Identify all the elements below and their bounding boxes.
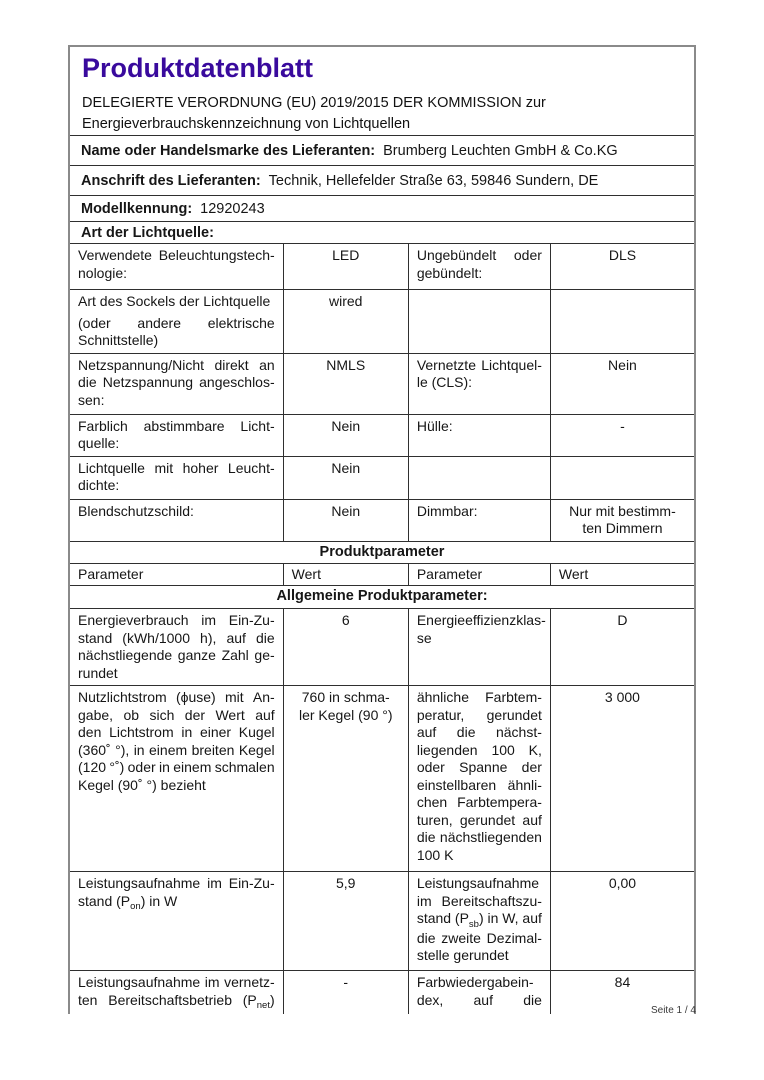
cell-paragraph xyxy=(559,503,686,538)
subscript: net xyxy=(256,1000,270,1011)
text-line: Energieeffizienzklas- xyxy=(416,612,546,628)
product-datasheet xyxy=(68,45,696,1014)
cell-paragraph xyxy=(559,875,686,893)
cell-paragraph xyxy=(78,247,275,282)
text-line: Verwendete Beleuchtungstech- xyxy=(78,247,275,263)
table-cell xyxy=(408,415,550,456)
text-line: im Bereitschaftszu- xyxy=(416,892,542,909)
text-line: rundet xyxy=(78,664,118,681)
subscript: sb xyxy=(468,918,479,930)
table-row xyxy=(70,871,694,970)
section-header-row: Allgemeine Produktparameter: xyxy=(70,585,694,608)
table-row xyxy=(70,456,694,499)
table-cell xyxy=(283,872,408,970)
text-line: gabe, ob sich der Wert auf xyxy=(78,706,275,723)
cell-paragraph xyxy=(417,875,542,965)
table-cell xyxy=(408,609,550,685)
text-line: dex, auf die xyxy=(416,991,542,1008)
column-header-row xyxy=(70,563,694,586)
text-line: einstellbaren ähnli- xyxy=(416,776,542,793)
cell-paragraph xyxy=(559,689,686,707)
cell-paragraph xyxy=(417,357,542,392)
model-id-value: 12920243 xyxy=(200,200,265,217)
text-line: Leistungsaufnahme xyxy=(416,875,540,891)
text-line: nächstliegende ganze Zahl ge- xyxy=(78,647,275,663)
text-line: 760 in schma- xyxy=(301,689,390,705)
table-cell xyxy=(283,686,408,871)
cell-paragraph xyxy=(559,357,686,375)
table-cell xyxy=(70,290,283,353)
text-line: wired xyxy=(329,293,363,309)
text-line: stelle gerundet xyxy=(416,947,509,963)
column-header-cell: Parameter xyxy=(408,564,550,586)
cell-paragraph xyxy=(292,875,400,893)
text-line: Energieverbrauch im Ein-Zu- xyxy=(78,612,275,628)
text-line: Nein xyxy=(331,502,361,519)
model-id-row xyxy=(70,195,694,221)
text-line: ten Dimmern xyxy=(582,520,663,536)
text-line: DLS xyxy=(608,247,637,263)
text-line: - xyxy=(620,417,625,434)
text-line: Vernetzte Lichtquel- xyxy=(416,356,542,373)
table-cell xyxy=(70,609,283,685)
supplier-name-row xyxy=(70,135,694,165)
text-line: Hülle: xyxy=(416,417,453,434)
model-id-label: Modellkennung: xyxy=(81,200,193,217)
cell-paragraph xyxy=(78,612,275,682)
column-header-cell: Wert xyxy=(283,564,408,586)
text-line: Blendschutzschild: xyxy=(78,502,194,519)
cell-paragraph xyxy=(292,293,400,311)
text-line: chen Farbtempera- xyxy=(416,794,542,810)
column-header-cell: Parameter xyxy=(78,565,144,582)
text-line: nologie: xyxy=(78,264,128,281)
cell-paragraph xyxy=(559,418,686,436)
text-line: 6 xyxy=(341,612,350,628)
table-cell xyxy=(283,290,408,353)
table-cell xyxy=(283,457,408,499)
cell-paragraph xyxy=(78,315,275,350)
table-row xyxy=(70,414,694,456)
section-header-row: Produktparameter xyxy=(70,541,694,563)
text-line: ler Kegel (90 °) xyxy=(298,706,393,723)
cell-paragraph xyxy=(417,503,542,521)
text-line: peratur, gerundet xyxy=(416,706,542,723)
text-line: Schnittstelle) xyxy=(78,332,159,348)
text-line: stand (kWh/1000 h), auf die xyxy=(78,629,275,646)
cell-paragraph xyxy=(78,293,275,311)
text-line: (360˚ °), in einem breiten Kegel xyxy=(78,741,275,758)
text-line: die nächstliegenden xyxy=(416,829,542,845)
table-row xyxy=(70,353,694,414)
cell-paragraph xyxy=(292,418,400,436)
table-cell xyxy=(283,354,408,414)
table-cell xyxy=(70,872,283,970)
text-line: gebündelt: xyxy=(416,264,483,281)
cell-paragraph xyxy=(416,612,546,647)
cell-paragraph xyxy=(417,689,542,864)
table-cell xyxy=(408,500,550,541)
table-cell xyxy=(408,457,550,499)
text-line: oder Spanne der xyxy=(416,759,542,775)
table-cell xyxy=(408,244,550,289)
table-cell xyxy=(550,500,694,541)
text-line: Nein xyxy=(331,417,361,434)
text-line: 0,00 xyxy=(608,875,637,891)
text-line: 84 xyxy=(614,974,631,990)
text-line: sen: xyxy=(78,391,105,408)
table-cell xyxy=(408,872,550,970)
text-line: Farbwiedergabein- xyxy=(416,974,534,990)
text-line: LED xyxy=(332,247,360,263)
text-line: Netzspannung/Nicht direkt an xyxy=(78,356,275,373)
supplier-name-label: Name oder Handelsmarke des Lieferanten: xyxy=(81,142,376,159)
table-cell xyxy=(408,686,550,871)
text-line: 100 K xyxy=(416,846,454,863)
table-cell xyxy=(283,415,408,456)
text-line: le (CLS): xyxy=(416,374,473,390)
regulation-subtitle-line1: DELEGIERTE VERORDNUNG (EU) 2019/2015 DER KOMMISSION zur xyxy=(82,95,546,111)
page-title: Produktdatenblatt xyxy=(82,53,314,83)
table-cell xyxy=(70,457,283,499)
text-line: quelle: xyxy=(78,435,120,451)
regulation-subtitle xyxy=(82,93,682,134)
table-cell xyxy=(70,415,283,456)
supplier-address-label: Anschrift des Lieferanten: xyxy=(81,172,261,189)
table-cell xyxy=(70,500,283,541)
table-cell xyxy=(408,290,550,353)
table-cell xyxy=(550,457,694,499)
cell-paragraph xyxy=(559,612,686,630)
text-line: (oder andere elektrische xyxy=(78,314,275,331)
page-number: Seite 1 / 4 xyxy=(650,1005,696,1016)
text-line: den Lichtstrom in einer Kugel xyxy=(78,724,275,740)
text-line: Nur mit bestimm- xyxy=(569,502,676,519)
text-line: stand $(P_{sb})$ in W, auf xyxy=(416,910,542,930)
text-line: 5,9 xyxy=(336,875,356,891)
cell-paragraph xyxy=(78,689,275,794)
cell-paragraph xyxy=(292,974,400,992)
table-cell xyxy=(70,244,283,289)
text-line: Art des Sockels der Lichtquelle xyxy=(78,293,271,309)
cell-paragraph xyxy=(292,612,400,630)
text-line: die zweite Dezimal- xyxy=(416,929,542,946)
light-source-type-row xyxy=(70,221,694,243)
text-line: (120 °˚) oder in einem schmalen xyxy=(78,759,275,775)
text-line: Kegel (90˚ °) bezieht xyxy=(78,776,206,793)
table-row xyxy=(70,608,694,685)
cell-paragraph xyxy=(78,875,275,912)
text-line: ähnliche Farbtem- xyxy=(416,689,542,705)
table-row xyxy=(70,499,694,541)
supplier-address-row xyxy=(70,165,694,195)
text-line: - xyxy=(343,974,349,990)
text-line: Dimmbar: xyxy=(416,502,478,519)
table-row xyxy=(70,685,694,871)
table-cell xyxy=(283,500,408,541)
text-line: se xyxy=(416,629,432,646)
supplier-name-value: Brumberg Leuchten GmbH & Co.KG xyxy=(383,142,618,159)
cell-paragraph xyxy=(78,503,275,521)
cell-paragraph xyxy=(417,418,542,436)
cell-paragraph xyxy=(292,247,400,265)
cell-paragraph xyxy=(292,503,400,521)
text-line: turen, gerundet auf xyxy=(416,811,542,828)
cell-paragraph xyxy=(559,247,686,265)
parameter-table xyxy=(70,243,694,1014)
text-line: NMLS xyxy=(326,356,366,373)
light-source-type-label: Art der Lichtquelle: xyxy=(81,224,214,241)
cell-paragraph xyxy=(78,460,275,495)
text-line: Lichtquelle mit hoher Leucht- xyxy=(78,459,275,476)
cell-paragraph xyxy=(78,418,275,453)
table-cell xyxy=(550,686,694,871)
table-row xyxy=(70,289,694,353)
table-cell xyxy=(70,686,283,871)
supplier-address-value: Technik, Hellefelder Straße 63, 59846 Sundern, DE xyxy=(268,172,599,189)
text-line: dichte: xyxy=(78,477,120,493)
text-line: Nein xyxy=(331,459,361,476)
text-line: Nutzlichtstrom (ϕuse) mit An- xyxy=(78,689,275,705)
text-line: Leistungsaufnahme im Ein-Zu- xyxy=(78,875,275,891)
table-cell xyxy=(408,354,550,414)
text-line: D xyxy=(617,612,628,628)
text-line: 3 000 xyxy=(604,689,640,705)
table-cell xyxy=(70,354,283,414)
text-line: Farblich abstimmbare Licht- xyxy=(78,417,275,434)
cell-paragraph xyxy=(292,460,400,478)
text-line: stand $(P_{on})$ in W xyxy=(78,892,178,912)
table-cell xyxy=(550,290,694,353)
column-header-cell: Wert xyxy=(550,564,694,586)
text-line: liegenden 100 K, xyxy=(416,741,542,758)
cell-paragraph xyxy=(417,974,542,1009)
subscript: on xyxy=(130,901,141,912)
cell-paragraph xyxy=(417,247,542,282)
table-cell xyxy=(550,872,694,970)
table-cell xyxy=(550,415,694,456)
text-line: die Netzspannung angeschlos- xyxy=(78,374,275,390)
text-line: Ungebündelt oder xyxy=(416,247,542,263)
table-cell xyxy=(283,609,408,685)
datasheet-header xyxy=(70,47,694,135)
table-cell xyxy=(550,244,694,289)
text-line: Nein xyxy=(608,356,637,373)
table-cell xyxy=(283,244,408,289)
cell-paragraph xyxy=(78,357,275,410)
text-line: ten Bereitschaftsbetrieb $(P_{net})$ xyxy=(78,991,275,1011)
text-line: auf die nächst- xyxy=(416,724,542,740)
text-line: Leistungsaufnahme im vernetz- xyxy=(78,974,275,990)
cell-paragraph xyxy=(292,357,400,375)
cell-paragraph xyxy=(559,974,686,992)
regulation-subtitle-line2: Energieverbrauchskennzeichnung von Lichtquellen xyxy=(82,115,411,132)
table-cell xyxy=(550,609,694,685)
cell-paragraph xyxy=(292,689,400,724)
table-cell xyxy=(550,354,694,414)
table-row xyxy=(70,243,694,289)
